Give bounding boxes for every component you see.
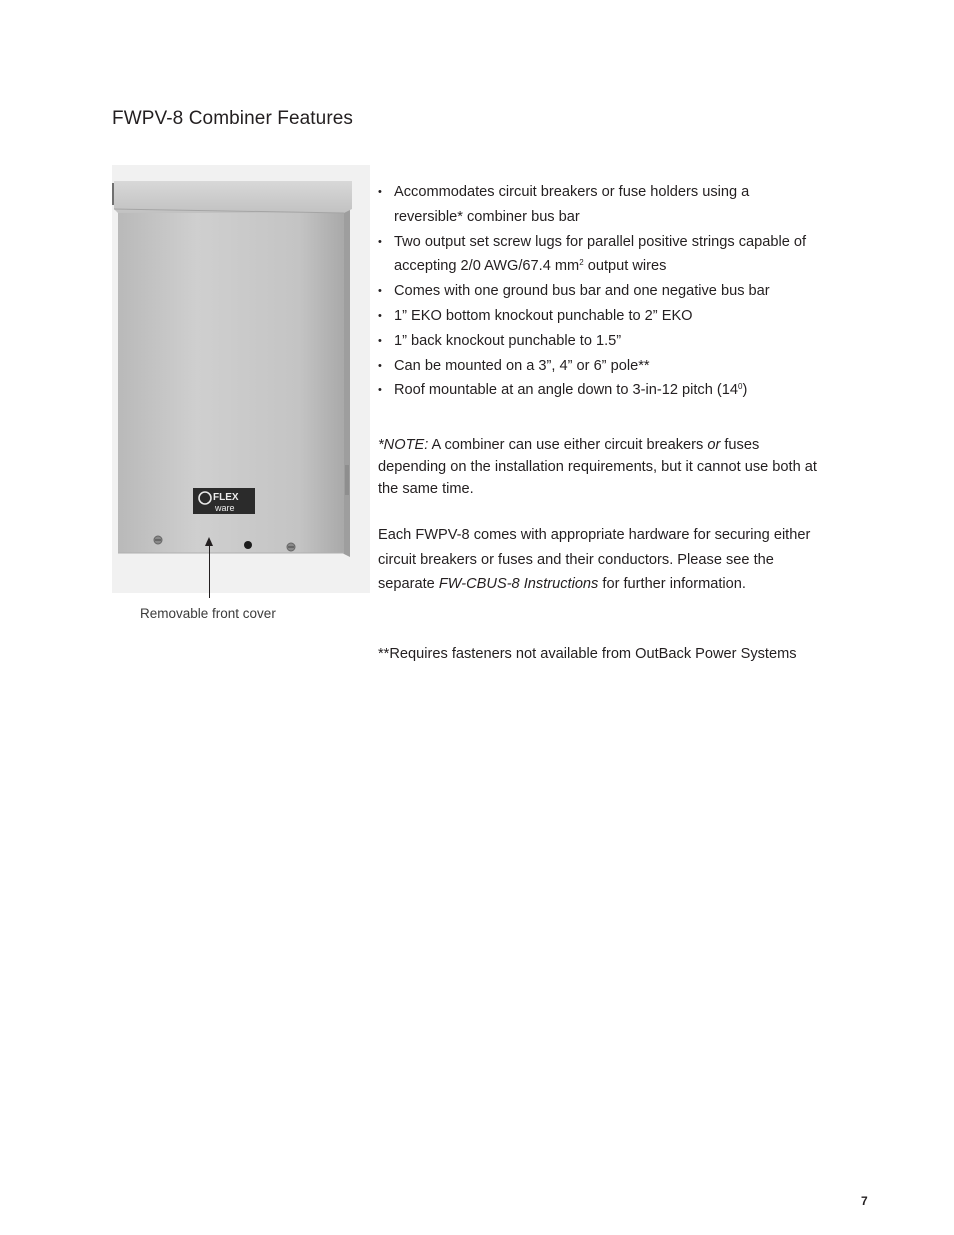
combiner-box-image xyxy=(112,165,370,593)
feature-item: • Comes with one ground bus bar and one negative bus bar xyxy=(378,279,818,304)
feature-item: • 1” EKO bottom knockout punchable to 2” EKO xyxy=(378,304,818,329)
svg-text:ware: ware xyxy=(215,503,235,513)
note-label: *NOTE: xyxy=(378,437,429,453)
instructions-doc-title: FW-CBUS-8 Instructions xyxy=(438,576,599,593)
feature-item: • Accommodates circuit breakers or fuse holders using a reversible* combiner bus bar xyxy=(378,180,818,230)
product-photo xyxy=(112,165,370,593)
note-paragraph: *NOTE: A combiner can use either circuit breakers or fuses depending on the installation requirements, but it cannot use both at the same time. xyxy=(378,437,817,497)
feature-item: • 1” back knockout punchable to 1.5” xyxy=(378,329,818,354)
feature-item: • Can be mounted on a 3”, 4” or 6” pole** xyxy=(378,354,818,379)
photo-caption: Removable front cover xyxy=(140,606,276,621)
feature-item: • Roof mountable at an angle down to 3-in-12 pitch $(14^0)$ xyxy=(378,378,818,403)
svg-text:FLEX: FLEX xyxy=(213,492,239,503)
flexware-logo xyxy=(193,488,255,514)
hardware-paragraph: Each FWPV-8 comes with appropriate hardware for securing either circuit breakers or fuses and their conductors. Please see the separate FW-CBUS-8 Instructions for further information. xyxy=(378,527,811,593)
fastener-note: **Requires fasteners not available from OutBack Power Systems xyxy=(378,646,797,662)
callout-line xyxy=(209,544,210,592)
feature-item: • Two output set screw lugs for parallel positive strings capable of accepting 2/0 AWG/67.4 $mm^2$ output wires xyxy=(378,230,818,280)
callout-line-tail xyxy=(209,592,210,598)
feature-list xyxy=(378,180,818,403)
page-title: FWPV-8 Combiner Features xyxy=(112,108,354,129)
page-number: 7 xyxy=(861,1194,868,1208)
